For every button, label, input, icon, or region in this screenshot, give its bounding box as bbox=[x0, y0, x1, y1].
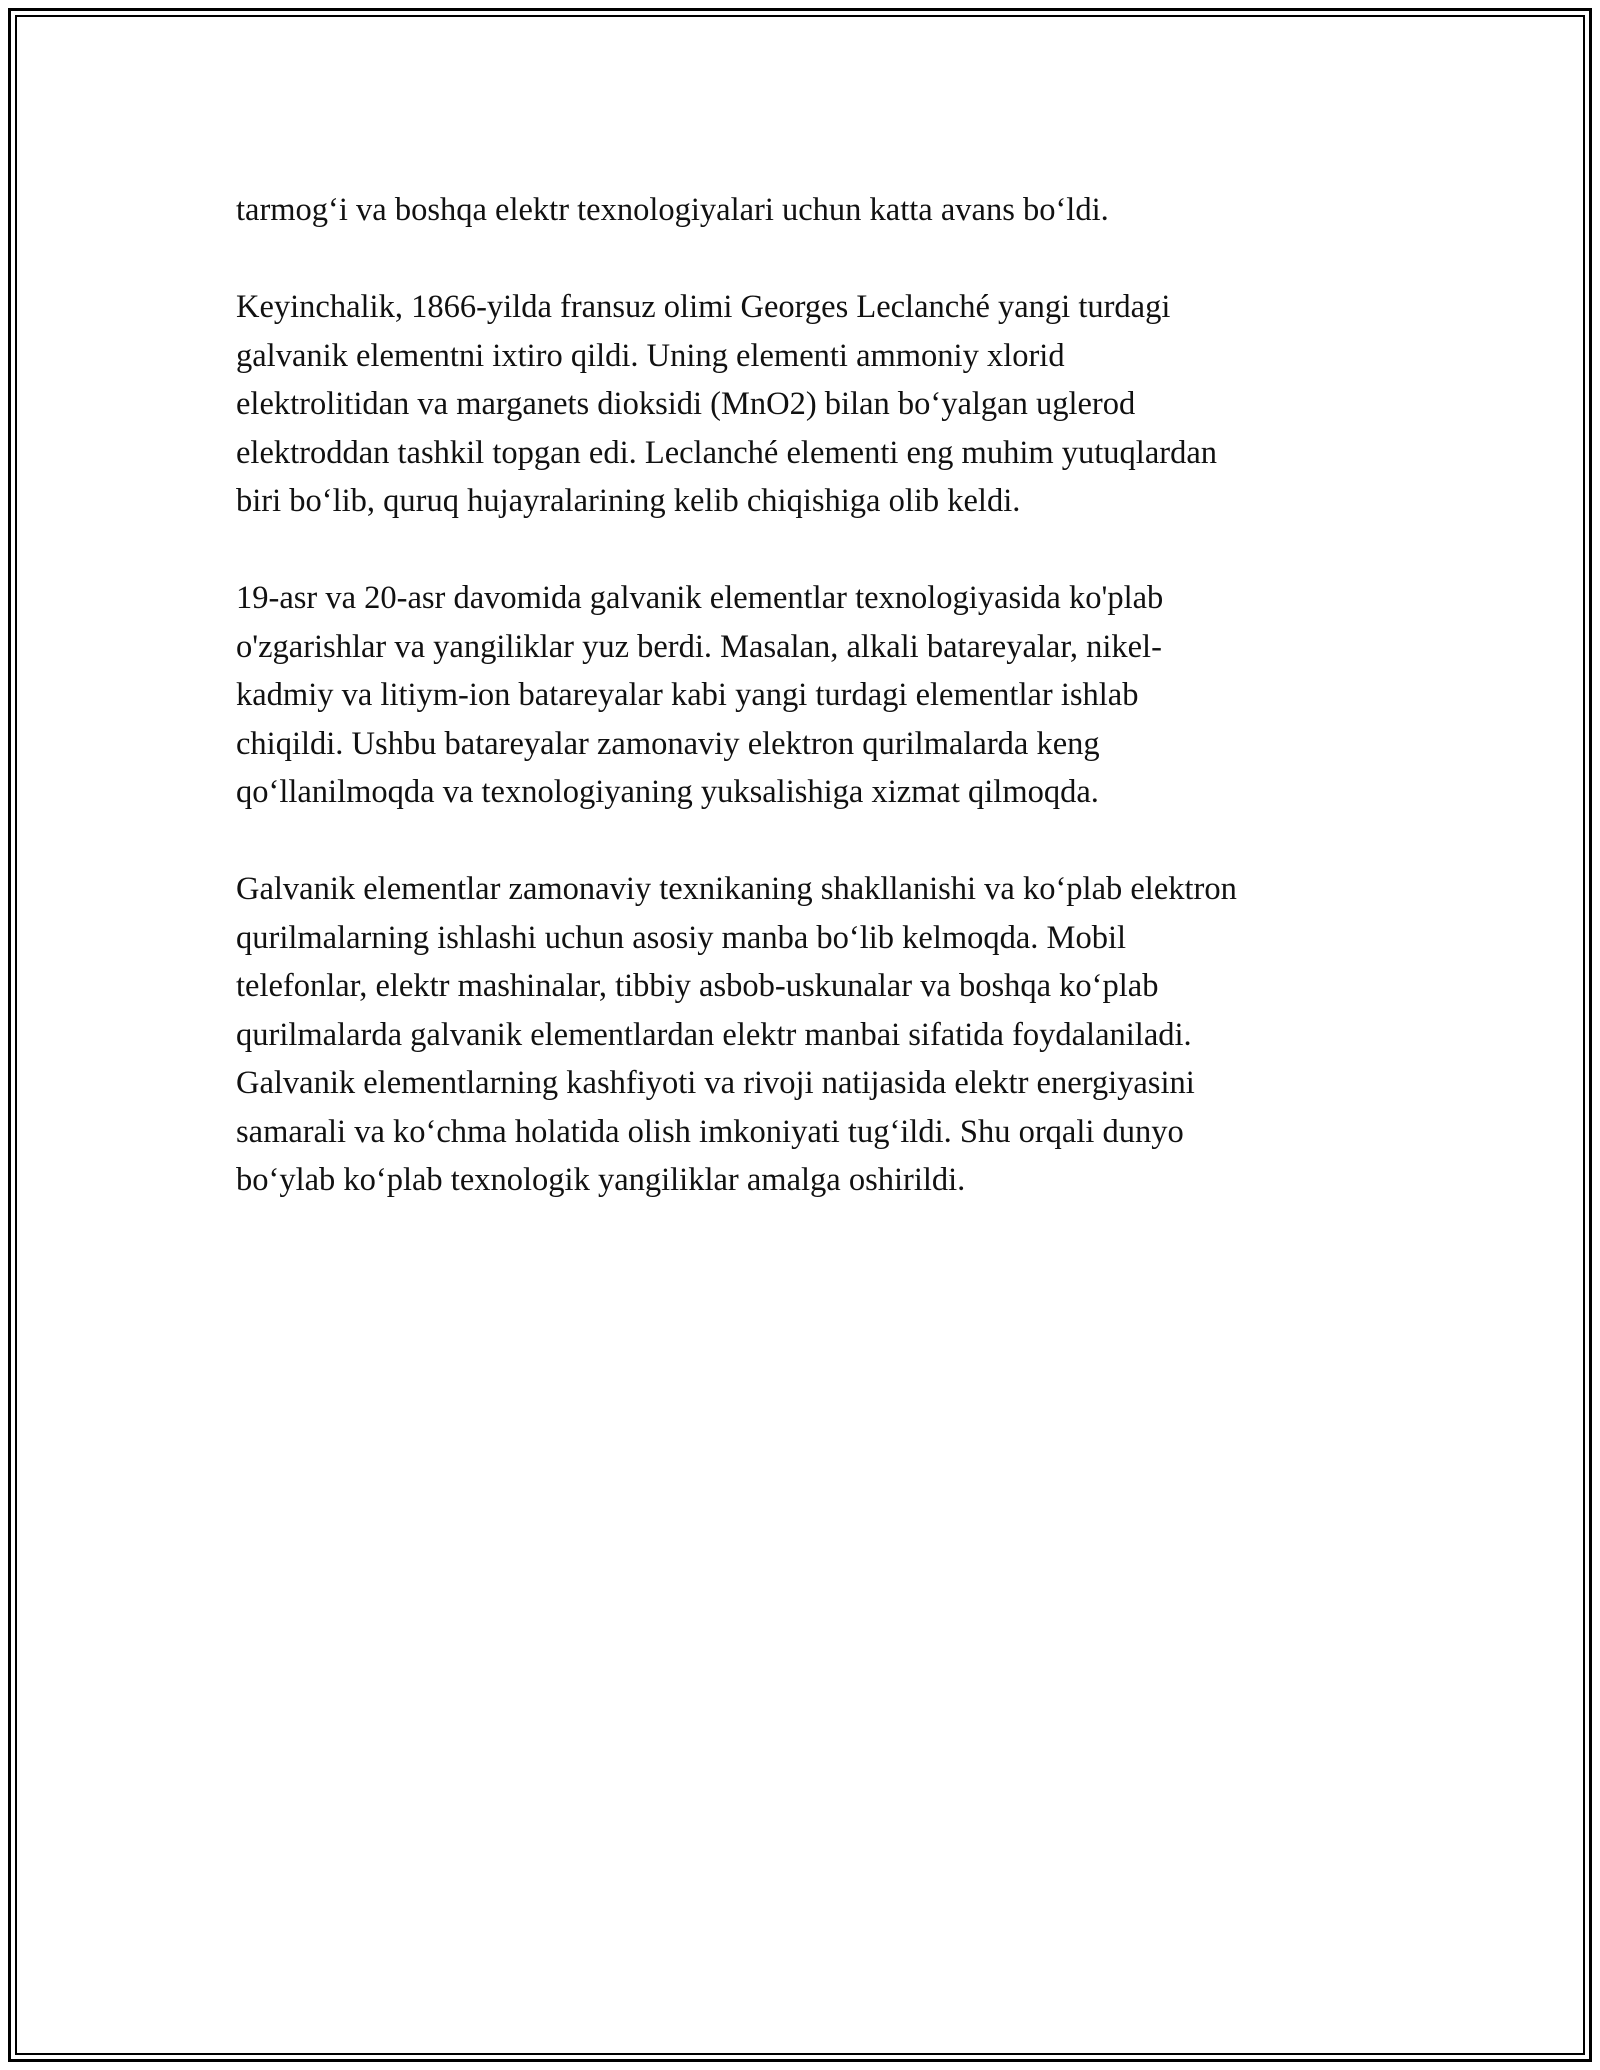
paragraph-leclanche: Keyinchalik, 1866-yilda fransuz olimi Georges Leclanché yangi turdagi galvanik elementni ixtiro qildi. Uning elementi ammoniy xlorid elektrolitidan va marganets dioksidi (MnO2) bilan bo‘yalgan uglerod elektroddan tashkil topgan edi. Leclanché elementi eng muhim yutuqlardan biri bo‘lib, quruq hujayralarining kelib chiqishiga olib keldi. bbox=[236, 289, 1217, 519]
page-content bbox=[236, 186, 1376, 1253]
paragraph-continuation: tarmog‘i va boshqa elektr texnologiyalari uchun katta avans bo‘ldi. bbox=[236, 192, 1109, 228]
paragraph-modern-use: Galvanik elementlar zamonaviy texnikaning shakllanishi va ko‘plab elektron qurilmalarning ishlashi uchun asosiy manba bo‘lib kelmoqda. Mobil telefonlar, elektr mashinalar, tibbiy asbob-uskunalar va boshqa ko‘plab qurilmalarda galvanik elementlardan elektr manbai sifatida foydalaniladi. Galvanik elementlarning kashfiyoti va rivoji natijasida elektr energiyasini samarali va ko‘chma holatida olish imkoniyati tug‘ildi. Shu orqali dunyo bo‘ylab ko‘plab texnologik yangiliklar amalga oshirildi. bbox=[236, 871, 1237, 1198]
paragraph-20th-century: 19-asr va 20-asr davomida galvanik elementlar texnologiyasida ko'plab o'zgarishlar va yangiliklar yuz berdi. Masalan, alkali batareyalar, nikel- kadmiy va litiym-ion batareyalar kabi yangi turdagi elementlar ishlab chiqildi. Ushbu batareyalar zamonaviy elektron qurilmalarda keng qo‘llanilmoqda va texnologiyaning yuksalishiga xizmat qilmoqda. bbox=[236, 580, 1164, 810]
